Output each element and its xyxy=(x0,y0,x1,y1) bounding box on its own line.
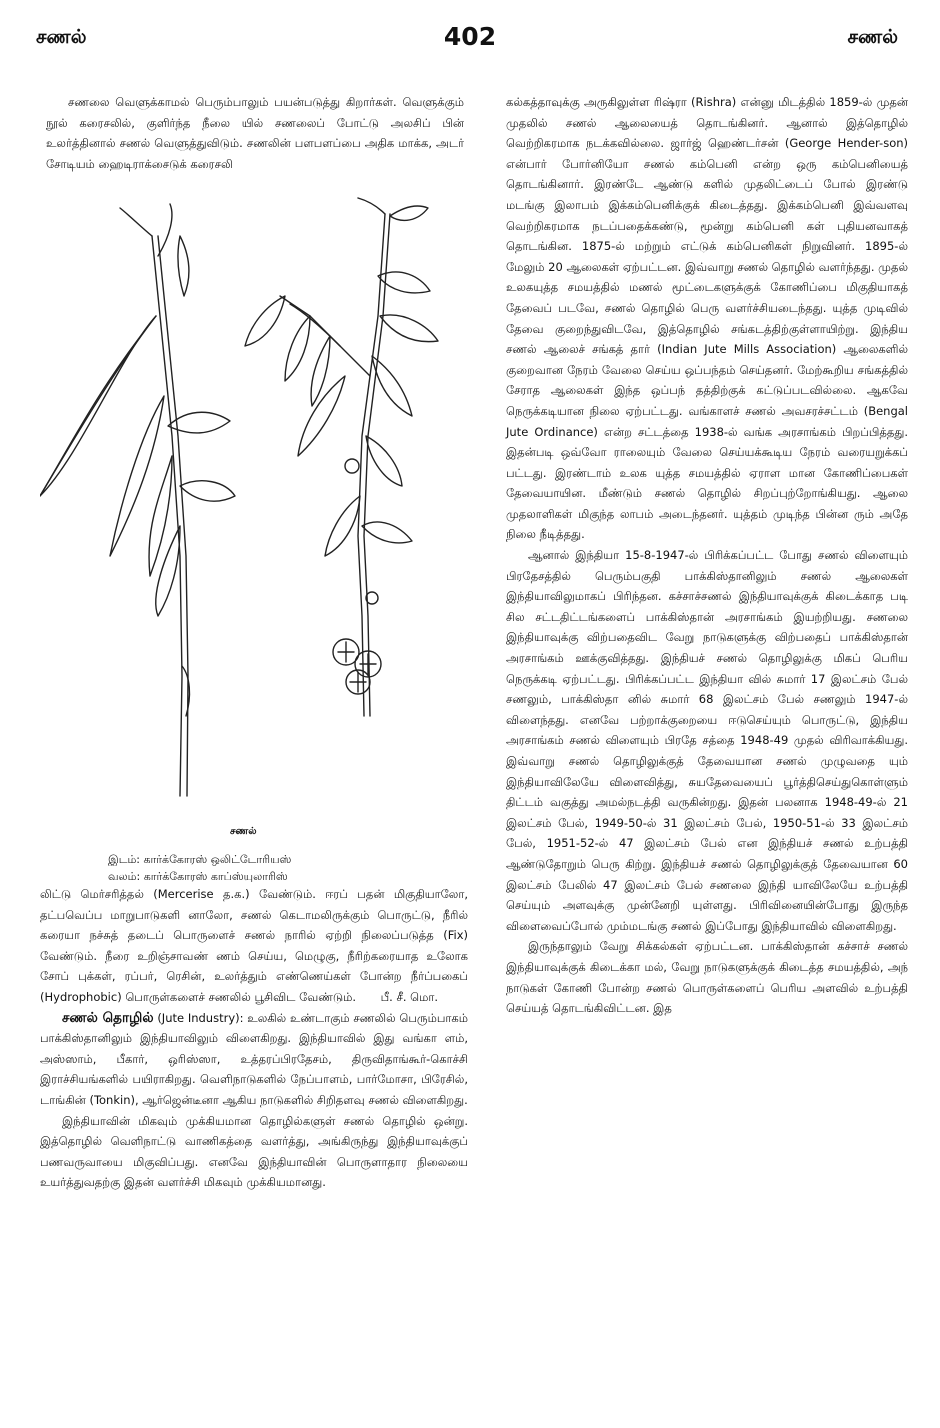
left-plant-leaf xyxy=(149,456,172,576)
right-plant-stem xyxy=(358,214,385,716)
left-plant-leaf xyxy=(40,316,156,496)
right-plant-leaf xyxy=(366,436,402,486)
figure-legend xyxy=(108,851,291,885)
figure-legend-right: வலம்: கார்க்கோரஸ் காப்ஸ்யுலாரிஸ் xyxy=(108,870,288,883)
right-plant-leaf xyxy=(285,316,310,381)
paragraph-mercerise-text: லிட்டு மெர்சரித்தல் (Mercerise த.க.) வேண்டும். ஈரப் பதன் மிகுதியாலோ, தட்பவெப்ப மாறுபாடுகளி னாலோ, சணல் கெடாமலிருக்கும் பொருட்டு, நீரில் கரையா நச்சுத் தடைப் பொருளைச் சணல் நாரில் ஏற்றி நிலைப்படுத்த (Fix) வேண்டும். நீரை உறிஞ்சாவண் ணம் செய்ய, மெழுகு, நீரிற்கரையாத உலோக சோப் புக்கள், ரப்பர், ரெசின், உலர்த்தும் எண்ணெய்கள் போன்ற நீர்ப்பகைப் (Hydrophobic) பொருள்களைச் சணலில் பூசிவிட வேண்டும். xyxy=(40,887,468,1004)
right-plant-leaf xyxy=(245,296,285,346)
page-header xyxy=(0,22,940,56)
right-plant-leaf xyxy=(390,206,428,220)
running-head-left: சணல் xyxy=(36,26,87,48)
figure-caption: சணல் xyxy=(230,826,257,837)
right-plant-branch xyxy=(280,296,370,376)
left-plant-leaf xyxy=(178,236,189,296)
right-plant-leaf xyxy=(372,356,412,416)
paragraph-jute-industry-text: உலகில் உண்டாகும் சணலில் பெரும்பாகம் பாக்கிஸ்தானிலும் இந்தியாவிலும் விளைகிறது. இந்தியாவில் இது வங்கா ளம், அஸ்ஸாம், பீகார், ஒரிஸ்ஸா, உத்தரப்பிரதேசம், திருவிதாங்கூர்-கொச்சி இராச்சியங்களில் பயிராகிறது. வெளிநாடுகளில் நேப்பாளம், பார்மோசா, பிரேசில், டாங்கின் (Tonkin), ஆர்ஜென்டீனா ஆகிய நாடுகளில் சிறிதளவு சணல் விளைகிறது. xyxy=(40,1010,469,1107)
left-column-bottom xyxy=(40,884,468,1193)
jute-plant-drawing xyxy=(40,196,470,816)
right-plant-capsule xyxy=(345,459,359,473)
right-plant-leaf xyxy=(311,336,330,406)
page-number: 402 xyxy=(443,22,497,51)
author-signature: பீ. சீ. மொ. xyxy=(380,989,438,1004)
right-plant-leaf xyxy=(325,496,360,556)
left-plant-leaf xyxy=(110,396,164,556)
paragraph-mercerise xyxy=(40,884,468,1008)
section-heading-english: (Jute Industry): xyxy=(157,1010,244,1025)
section-heading: சணல் தொழில் xyxy=(62,1009,154,1026)
paragraph-importance: இந்தியாவின் மிகவும் முக்கியமான தொழில்களுள் சணல் தொழில் ஒன்று. இத்தொழில் வெளிநாட்டு வாணிகத்தை வளர்த்து, அங்கிருந்து இந்தியாவுக்குப் பணவருவாயை மிகுவிப்பது. எனவே இந்தியாவின் பொருளாதார நிலையை உயர்த்துவதற்கு இதன் வளர்ச்சி மிகவும் முக்கியமானது. xyxy=(40,1113,468,1190)
right-plant-leaf xyxy=(380,315,438,342)
paragraph-partition: ஆனால் இந்தியா 15-8-1947-ல் பிரிக்கப்பட்ட போது சணல் விளையும் பிரதேசத்தில் பெரும்பகுதி பாக்கிஸ்தானிலும் சணல் ஆலைகள் இந்தியாவிலுமாகப் பிரிந்தன. கச்சாச்சணல் இந்தியாவுக்குக் கிடைக்காத படி சில சட்டதிட்டங்களைப் பாக்கிஸ்தான் அரசாங்கம் இயற்றியது. சணலை இந்தியாவுக்கு விற்பதைவிட வேறு நாடுகளுக்கு விற்பதைப் பாக்கிஸ்தான் அரசாங்கம் ஊக்குவித்தது. இந்தியச் சணல் தொழிலுக்கு மிகப் பெரிய நெருக்கடி ஏற்பட்டது. பிரிக்கப்பட்ட இந்தியா வில் சுமார் 17 இலட்சம் பேல் சணலும், பாக்கிஸ்தா னில் சுமார் 68 இலட்சம் பேல் சணலும் 1947-ல் விளைந்தது. எனவே பற்றாக்குறையை ஈடுசெய்யும் பொருட்டு, இந்திய அரசாங்கம் சணல் விளையும் பிரதே சத்தை 1948-49 முதல் விரிவாக்கியது. இவ்வாறு சணல் தொழிலுக்குத் தேவையான சணல் முழுவதை யும் இந்தியாவிலேயே விளைவித்து, சுயதேவையைப் பூர்த்திசெய்துகொள்ளும் திட்டம் வகுத்து அமல்நடத்தி வருகின்றது. இதன் பலனாக 1948-49-ல் 21 இலட்சம் பேல், 1949-50-ல் 31 இலட்சம் பேல், 1950-51-ல் 33 இலட்சம் பேல், 1951-52-ல் 47 இலட்சம் பேல் என இந்தியச் சணல் உற்பத்தி ஆண்டுதோறும் பெரு கிற்று. இந்தியச் சணல் தொழிலுக்குத் தேவையான 60 இலட்சம் பேலில் 47 இலட்சம் பேல் சணலை இந்தி யாவிலேயே உற்பத்தி செய்யும் அளவுக்கு முன்னேறி யுள்ளது. பிரிவினையின்போது இருந்த விளைவைப்போல் மும்மடங்கு சணல் இப்போது இந்தியாவில் விளைகிறது. xyxy=(506,548,908,933)
paragraph-history: கல்கத்தாவுக்கு அருகிலுள்ள ரிஷ்ரா (Rishra) என்னு மிடத்தில் 1859-ல் முதன் முதலில் சணல் ஆலையைத் தொடங்கினர். ஆனால் இத்தொழில் வெற்றிகரமாக நடக்கவில்லை. ஜார்ஜ் ஹெண்டர்சன் (George Hender-son) என்பார் போர்னியோ சணல் கம்பெனி என்ற ஒரு கம்பெனியைத் தொடங்கினார். இரண்டே ஆண்டு களில் முதலிட்டைப் போல் இரண்டு மடங்கு இலாபம் இக்கம்பெனிக்குக் கிடைத்தது. இக்கம்பெனி இவ்வளவு வெற்றிகரமாக நடப்பதைக்கண்டு, மூன்று கம்பெனி கள் புதியனவாகத் தொடங்கின. 1875-ல் மற்றும் எட்டுக் கம்பெனிகள் நிறுவினர். 1895-ல் மேலும் 20 ஆலைகள் ஏற்பட்டன. இவ்வாறு சணல் தொழில் வளர்ந்தது. முதல் உலகயுத்த சமயத்தில் மணல் மூட்டைகளுக்குக் கோணிப்பை மிகுதியாகத் தேவைப் படவே, சணல் தொழில் பெரு வளர்ச்சியடைந்தது. யுத்த முடிவில் தேவை குறைந்துவிடவே, இத்தொழில் சங்கடத்திற்குள்ளாயிற்று. இந்திய சணல் ஆலைச் சங்கத் தார் (Indian Jute Mills Association) ஆலைகளில் குறைவான நேரம் வேலை செய்ய ஒப்பந்தம் செய்தனர். மேற்கூறிய சங்கத்தில் சேராத ஆலைகள் இந்த ஒப்பந் தத்திற்குக் கட்டுப்படவில்லை. ஆகவே நெருக்கடியான நிலை ஏற்பட்டது. வங்காளச் சணல் அவசரச்சட்டம் (Bengal Jute Ordinance) என்ற சட்டத்தை 1938-ல் வங்க அரசாங்கம் பிறப்பித்தது. இதன்படி ஒவ்வோ ராலையும் வேலை செய்யக்கூடிய நேரம் வரையறுக்கப் பட்டது. இரண்டாம் உலக யுத்த சமயத்தில் ஏராள மான கோணிப்பைகள் தேவையாயின. மீண்டும் சணல் தொழில் சிறப்புற்றோங்கியது. ஆலை முதலாளிகள் மிகுந்த லாபம் அடைந்தனர். யுத்தம் முடிந்த பின்ன ரும் அதே நிலை நீடித்தது. xyxy=(506,95,908,542)
paragraph-bleaching: சணலை வெளுக்காமல் பெரும்பாலும் பயன்படுத்து கிறார்கள். வெளுக்கும் நூல் கரைசலில், குளிர்ந்த நீலை யில் சணலைப் போட்டு அலசிப் பின் உலர்த்தினால் சணல் வெளுத்துவிடும். சணலின் பளபளப்பை அதிக மாக்க, அடர் சோடியம் ஹைடிராக்சைடுக் கரைசலி xyxy=(46,95,464,171)
right-plant-leaf xyxy=(362,522,412,543)
left-column-top xyxy=(46,92,464,174)
paragraph-complications: இருந்தாலும் வேறு சிக்கல்கள் ஏற்பட்டன. பாக்கிஸ்தான் கச்சாச் சணல் இந்தியாவுக்குக் கிடைக்கா மல், வேறு நாடுகளுக்குக் கிடைத்த சமயத்தில், அந் நாடுகள் கோணி போன்ற சணல் பொருள்களைப் பெரிய அளவில் உற்பத்தி செய்யத் தொடங்கிவிட்டன. இத xyxy=(506,939,908,1016)
running-head-right: சணல் xyxy=(847,26,898,48)
right-column xyxy=(506,92,908,1019)
jute-plant-illustration xyxy=(40,196,470,816)
left-plant-leaf xyxy=(180,481,235,501)
paragraph-jute-industry xyxy=(40,1008,468,1111)
left-plant-leaf xyxy=(156,526,180,616)
figure-legend-left: இடம்: கார்க்கோரஸ் ஒலிட்டோரியஸ் xyxy=(108,853,292,866)
